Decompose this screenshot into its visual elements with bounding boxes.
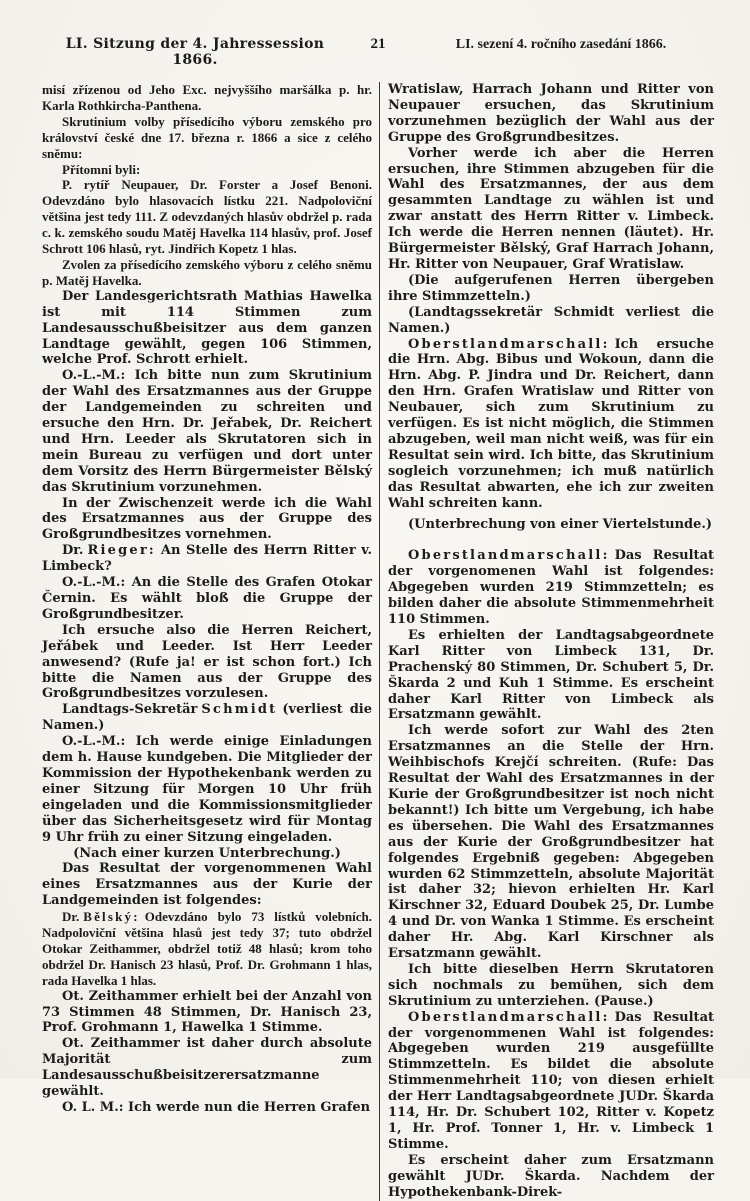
paragraph	[42, 989, 372, 1037]
paragraph-text: P. rytíř Neupauer, Dr. Forster a Josef Benoni. Odevzdáno bylo hlasovacích lístku 221. Nadpoloviční většina jest tedy 111. Z odevzdaných hlasův obdržel p. rada c. k. zemského soudu Matěj Havelka 114 hlasův, prof. Josef Schrott 106 hlasů, ryt. Jindřich Kopetz 1 hlas.	[42, 177, 372, 257]
paragraph-text: Das Resultat der vorgenomenen Wahl ist folgendes: Abgegeben wurden 219 Stimmzetteln; es bilden daher die absolute Stimmenmehrheit 110 Stimmen.	[388, 548, 714, 627]
text-columns	[42, 82, 714, 1201]
paragraph	[42, 162, 372, 178]
paragraph	[388, 723, 714, 962]
speaker-name: Schmidt	[201, 702, 278, 718]
paragraph-text: In der Zwischenzeit werde ich die Wahl des Ersatzmannes aus der Gruppe des Großgrundbesitzes vornehmen.	[42, 495, 372, 543]
paragraph	[42, 702, 372, 734]
page-number: 21	[370, 36, 386, 52]
paragraph-text: (Unterbrechung von einer Viertelstunde.)	[408, 517, 713, 533]
speaker-name: Oberstlandmarschall:	[408, 336, 610, 352]
paragraph-text: Skrutinium volby přísedícího výboru zemského pro království české dne 17. března r. 1866 a sice z celého sněmu:	[42, 113, 372, 161]
paragraph-text: Ich bitte dieselben Herrn Skrutatoren sich nochmals zu bemühen, sich dem Skrutinium zu unterziehen. (Pause.)	[388, 961, 714, 1009]
paragraph-text: (verliest die Namen.)	[42, 702, 372, 734]
speaker-name: Rieger:	[87, 543, 156, 559]
right-column	[380, 82, 714, 1201]
paragraph-text: Es erhielten der Landtagsabgeordnete Karl Ritter von Limbeck 131, Dr. Prachenský 80 Stimmen, Dr. Schubert 5, Dr. Škarda 2 und Kuh 1 Stimme. Es erscheint daher Karl Ritter von Limbeck als Ersatzmann gewählt.	[388, 627, 714, 723]
paragraph	[388, 82, 714, 146]
paragraph	[388, 146, 714, 273]
paragraph-text: (Nach einer kurzen Unterbrechung.)	[73, 845, 341, 861]
paragraph	[388, 962, 714, 1010]
paragraph	[388, 628, 714, 723]
speaker-prefix: Landtags-Sekretär	[62, 702, 198, 718]
paragraph-text: Přítomni byli:	[62, 161, 141, 177]
paragraph	[42, 575, 372, 623]
paragraph	[42, 289, 372, 369]
paragraph	[388, 1153, 714, 1201]
paragraph	[42, 177, 372, 257]
paragraph	[42, 909, 372, 989]
paragraph	[42, 861, 372, 909]
paragraph	[42, 543, 372, 575]
stage-direction	[42, 846, 372, 862]
paragraph-text: Das Resultat der vorgenommenen Wahl ist folgendes: Abgegeben wurden 219 ausgefüllte Stimmzetteln. Es bildet die absolute Stimmenmehrheit 110; von diesen erhielt der Herr Landtagsabgeordnete JUDr. Škarda 114, Hr. Dr. Schubert 102, Ritter v. Kopetz 1, Hr. Prof. Tonner 1, Hr. v. Limbeck 1 Stimme.	[388, 1009, 714, 1152]
paragraph-text: Das Resultat der vorgenommenen Wahl eines Ersatzmannes aus der Kurie der Landgemeinden ist folgendes:	[42, 861, 372, 909]
paragraph	[42, 623, 372, 703]
paragraph-text: Ich ersuche die Hrn. Abg. Bibus und Wokoun, dann die Hrn. Abg. P. Jindra und Dr. Reichert, dann den Hrn. Grafen Wratislaw und Ritter von Neubauer, sich zum Skrutinium zu verfügen. Es ist nicht möglich, die Stimmen abzugeben, weil man nicht weiß, was für ein Resultat sein wird. Ich bitte, das Skrutinium sogleich vorzunehmen; ich muß natürlich das Resultat abwarten, ehe ich zur zweiten Wahl schreiten kann.	[388, 336, 714, 511]
header-title-czech: LI. sezení 4. ročního zasedání 1866.	[455, 37, 667, 52]
stage-direction	[388, 273, 714, 305]
stage-direction	[388, 305, 714, 337]
page-header	[42, 36, 714, 68]
paragraph-text: Ot. Zeithammer erhielt bei der Anzahl von 73 Stimmen 48 Stimmen, Dr. Hanisch 23, Prof. Grohmann 1, Hawelka 1 Stimme.	[42, 988, 372, 1036]
paragraph-text: (Die aufgerufenen Herren übergeben ihre Stimmzetteln.)	[388, 272, 714, 304]
paragraph-text: (Landtagssekretär Schmidt verliest die Namen.)	[388, 304, 714, 336]
paragraph	[388, 1010, 714, 1153]
paragraph	[388, 548, 714, 628]
paragraph-text: Ot. Zeithammer ist daher durch absolute Majorität zum Landesausschußbeisitzerersatzmanne gewählt.	[42, 1036, 372, 1100]
paragraph	[42, 368, 372, 495]
paragraph	[42, 734, 372, 845]
paragraph	[388, 337, 714, 512]
paragraph-text: Vorher werde ich aber die Herren ersuchen, ihre Stimmen abzugeben für die Wahl des Ersatzmannes, der aus dem gesammten Landtage zu wählen ist und zwar anstatt des Herrn Ritter v. Limbeck. Ich werde die Herren nennen (läutet). Hr. Bürgermeister Bělský, Graf Harrach Johann, Hr. Ritter von Neupauer, Graf Wratislaw.	[388, 145, 714, 272]
paragraph	[42, 1100, 372, 1116]
paragraph	[42, 82, 372, 114]
speaker-name: Oberstlandmarschall:	[408, 548, 610, 564]
paragraph	[42, 496, 372, 544]
paragraph-text: Der Landesgerichtsrath Mathias Hawelka ist mit 114 Stimmen zum Landesausschußbeisitzer aus dem ganzen Landtage gewählt, gegen 106 Stimmen, welche Prof. Schrott erhielt.	[42, 288, 372, 368]
header-title-german: LI. Sitzung der 4. Jahressession 1866.	[65, 36, 325, 68]
stage-direction	[388, 517, 714, 533]
paragraph-text: Ich ersuche also die Herren Reichert, Jeřábek und Leeder. Ist Herr Leeder anwesend? (Rufe ja! er ist schon fort.) Ich bitte die Namen aus der Gruppe des Großgrundbesitzes vorzulesen.	[42, 622, 372, 702]
paragraph-text: O.-L.-M.: Ich werde einige Einladungen dem h. Hause kundgeben. Die Mitglieder der Kommission der Hypothekenbank werden zu einer Sitzung für Morgen 10 Uhr früh eingeladen und die Kommissionsmitglieder über das Sicherheitsgesetz wird für Montag 9 Uhr früh zu einer Sitzung eingeladen.	[42, 734, 372, 845]
paragraph-text: Ich werde sofort zur Wahl des 2ten Ersatzmannes an die Stelle der Hrn. Weihbischofs Krejčí schreiten. (Rufe: Das Resultat der Wahl des Ersatzmannes in der Kurie der Großgrundbesitzer ist noch nicht bekannt!) Ich bitte um Vergebung, ich habe es übersehen. Die Wahl des Ersatzmannes aus der Kurie der Großgrundbesitzer hat folgendes Ergebniß gegeben: Abgegeben wurden 62 Stimmzetteln, absolute Majorität ist daher 32; hievon erhielten Hr. Karl Kirschner 32, Eduard Doubek 25, Dr. Lumbe 4 und Dr. von Wanka 1 Stimme. Es erscheint daher Hr. Abg. Karl Kirschner als Ersatzmann gewählt.	[388, 723, 714, 962]
speaker-prefix: Dr.	[62, 909, 80, 925]
paragraph-text: An Stelle des Herrn Ritter v. Limbeck?	[42, 543, 372, 575]
paragraph-text: Wratislaw, Harrach Johann und Ritter von Neupauer ersuchen, das Skrutinium vorzunehmen bezüglich der Wahl aus der Gruppe des Großgrundbesitzes.	[388, 82, 714, 145]
paragraph-text: O. L. M.: Ich werde nun die Herren Grafen	[62, 1100, 371, 1115]
paragraph	[42, 1036, 372, 1100]
left-column	[42, 82, 380, 1201]
paragraph-text: O.-L.-M.: An die Stelle des Grafen Otokar Černin. Es wählt bloß die Gruppe der Großgrundbesitzer.	[42, 575, 372, 622]
paragraph	[42, 114, 372, 162]
speaker-name: Bělský:	[83, 909, 140, 925]
paragraph	[42, 257, 372, 289]
paragraph-text: Odevzdáno bylo 73 lístků volebních. Nadpoloviční většina hlasů jest tedy 37; tuto obdržel Otokar Zeithammer, obdržel totiž 48 hlasů; krom toho obdržel Dr. Hanisch 23 hlasů, Prof. Dr. Grohmann 1 hlas, rada Havelka 1 hlas.	[42, 909, 372, 988]
paragraph-text: misí zřízenou od Jeho Exc. nejvyššího maršálka p. hr. Karla Rothkircha-Panthena.	[42, 82, 372, 113]
paragraph-text: Zvolen za přísedícího zemského výboru z celého sněmu p. Matěj Havelka.	[42, 256, 372, 288]
paragraph-text: O.-L.-M.: Ich bitte nun zum Skrutinium der Wahl des Ersatzmannes aus der Gruppe der Landgemeinden zu schreiten und ersuche den Hrn. Dr. Jeřabek, Dr. Reichert und Hrn. Leeder als Skrutatoren sich in mein Bureau zu verfügen und dort unter dem Vorsitz des Herrn Bürgermeister Bělský das Skrutinium vorzunehmen.	[42, 368, 372, 495]
speaker-prefix: Dr.	[62, 543, 84, 559]
paragraph-text: Es erscheint daher zum Ersatzmann gewählt JUDr. Škarda. Nachdem der Hypothekenbank-Direk-	[388, 1152, 714, 1200]
speaker-name: Oberstlandmarschall:	[408, 1009, 610, 1025]
